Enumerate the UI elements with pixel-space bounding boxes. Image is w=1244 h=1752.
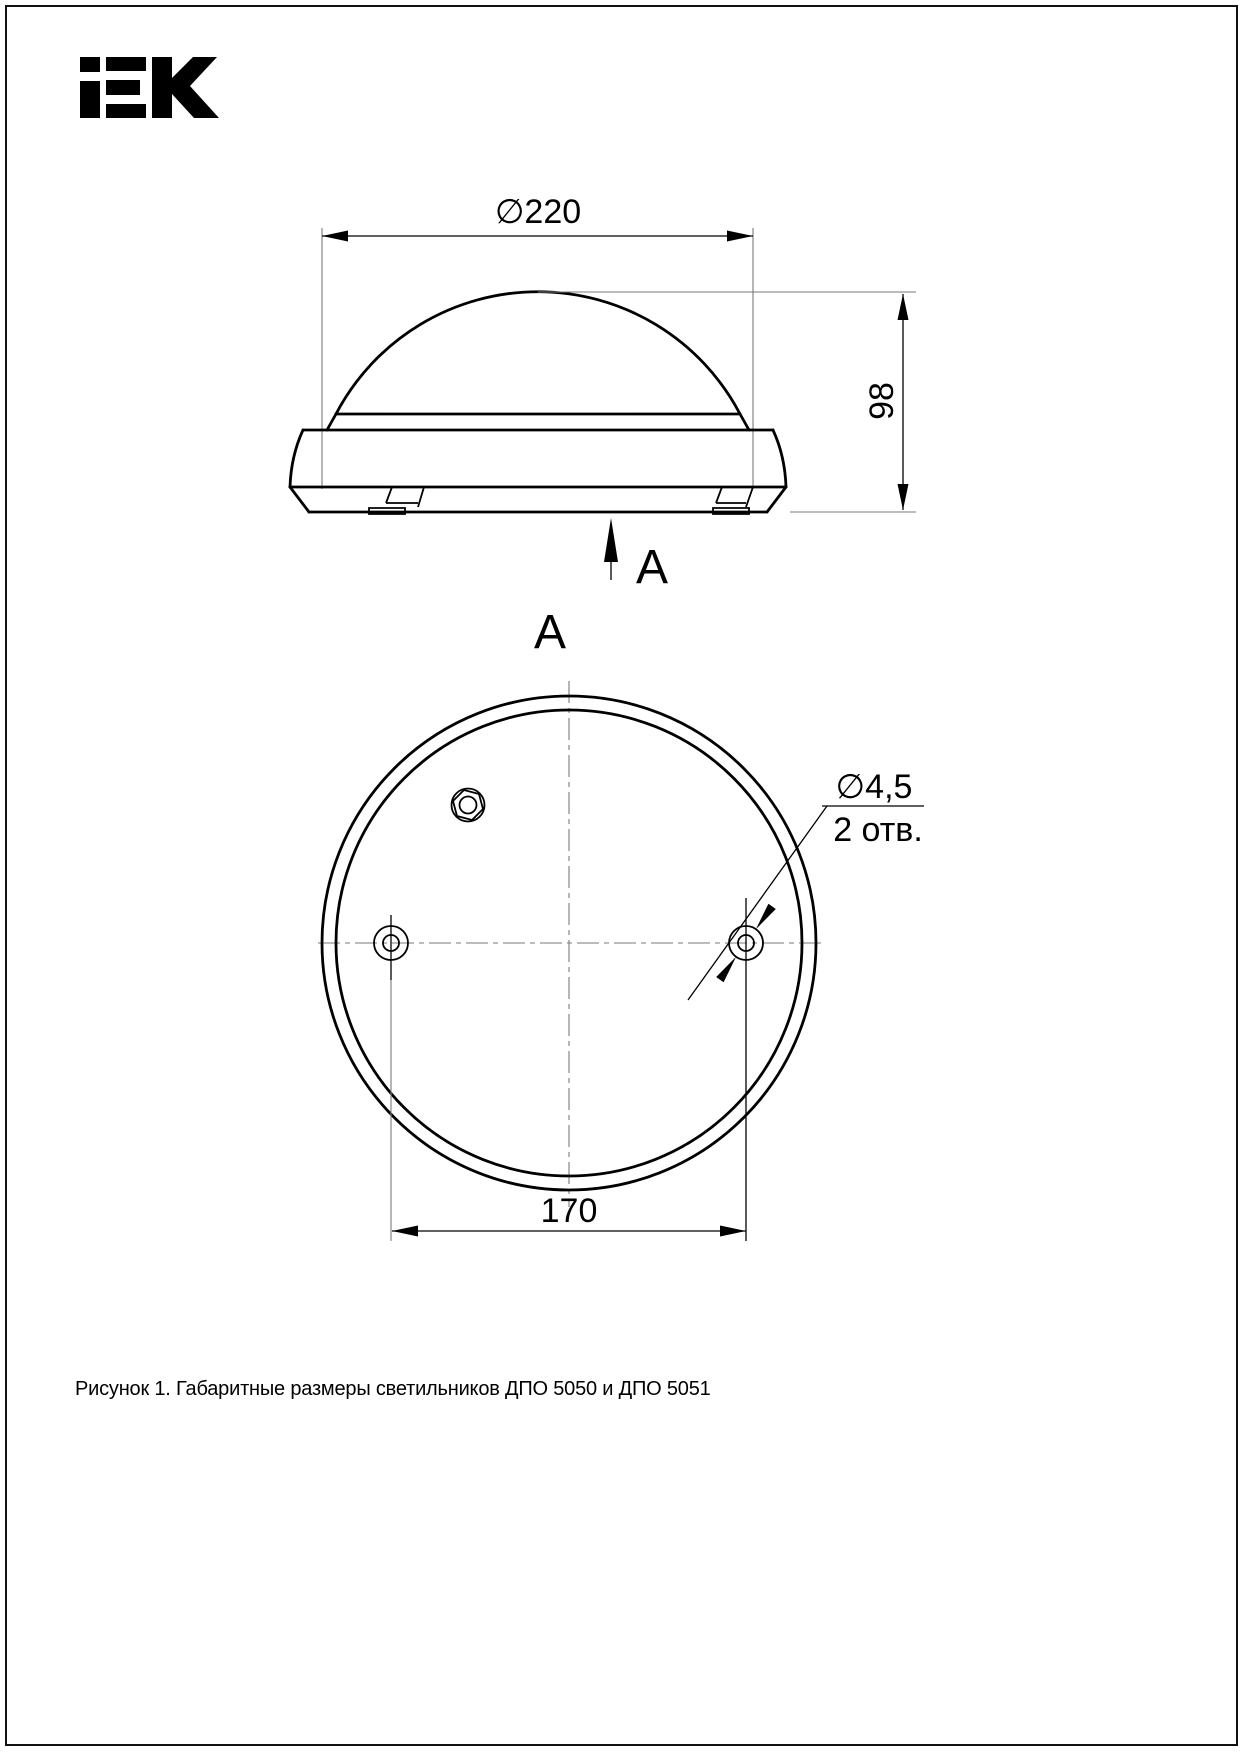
leader-arrowhead-lower — [716, 957, 736, 982]
nut-inner-circle — [460, 797, 477, 814]
height-dimension — [538, 292, 916, 512]
top-view — [318, 606, 924, 1241]
nut-hexagon — [453, 790, 483, 820]
ring-corner-left — [327, 414, 336, 430]
iek-logo — [80, 57, 219, 118]
arrowhead-left — [392, 1226, 418, 1237]
diameter-dimension-label: ∅220 — [494, 193, 582, 231]
holes-spacing-dimension — [392, 1192, 746, 1237]
logo-e-mid-bar — [106, 80, 140, 95]
logo-i-stem — [80, 81, 100, 118]
ring-corner-right — [740, 414, 749, 430]
arrowhead-top — [898, 294, 909, 320]
height-dimension-label: 98 — [863, 382, 901, 420]
dome-outline — [336, 292, 740, 414]
cable-gland-nut — [452, 789, 485, 822]
side-view — [290, 193, 916, 594]
body-side-left — [290, 430, 303, 487]
luminaire-side-outline — [290, 292, 786, 514]
arrowhead-right — [720, 1226, 746, 1237]
section-arrow — [604, 518, 668, 594]
arrowhead-right — [727, 231, 753, 242]
figure-caption: Рисунок 1. Габаритные размеры светильников ДПО 5050 и ДПО 5051 — [75, 1378, 711, 1400]
base-side-left — [290, 487, 309, 512]
logo-e-bottom-bar — [106, 104, 146, 118]
holes-diameter-label: ∅4,5 — [835, 768, 913, 806]
logo-k — [152, 57, 219, 118]
mounting-clip-right — [716, 487, 753, 507]
body-side-right — [773, 430, 786, 487]
leader-line — [688, 806, 827, 1000]
holes-diameter-callout — [688, 768, 924, 1000]
section-view-label: A — [533, 606, 567, 659]
mounting-clip-left — [386, 487, 424, 507]
section-arrow-head — [604, 518, 618, 562]
logo-e-top-bar — [106, 57, 146, 71]
logo-i-dot — [80, 57, 100, 72]
arrowhead-bottom — [898, 484, 909, 510]
diameter-dimension — [322, 193, 753, 489]
arrowhead-left — [322, 231, 348, 242]
leader-arrowhead-upper — [756, 904, 776, 929]
base-side-right — [767, 487, 786, 512]
section-arrow-label: A — [635, 541, 669, 594]
holes-count-label: 2 отв. — [833, 811, 923, 849]
mounting-hole-right — [729, 898, 763, 1241]
holes-spacing-label: 170 — [540, 1192, 598, 1230]
